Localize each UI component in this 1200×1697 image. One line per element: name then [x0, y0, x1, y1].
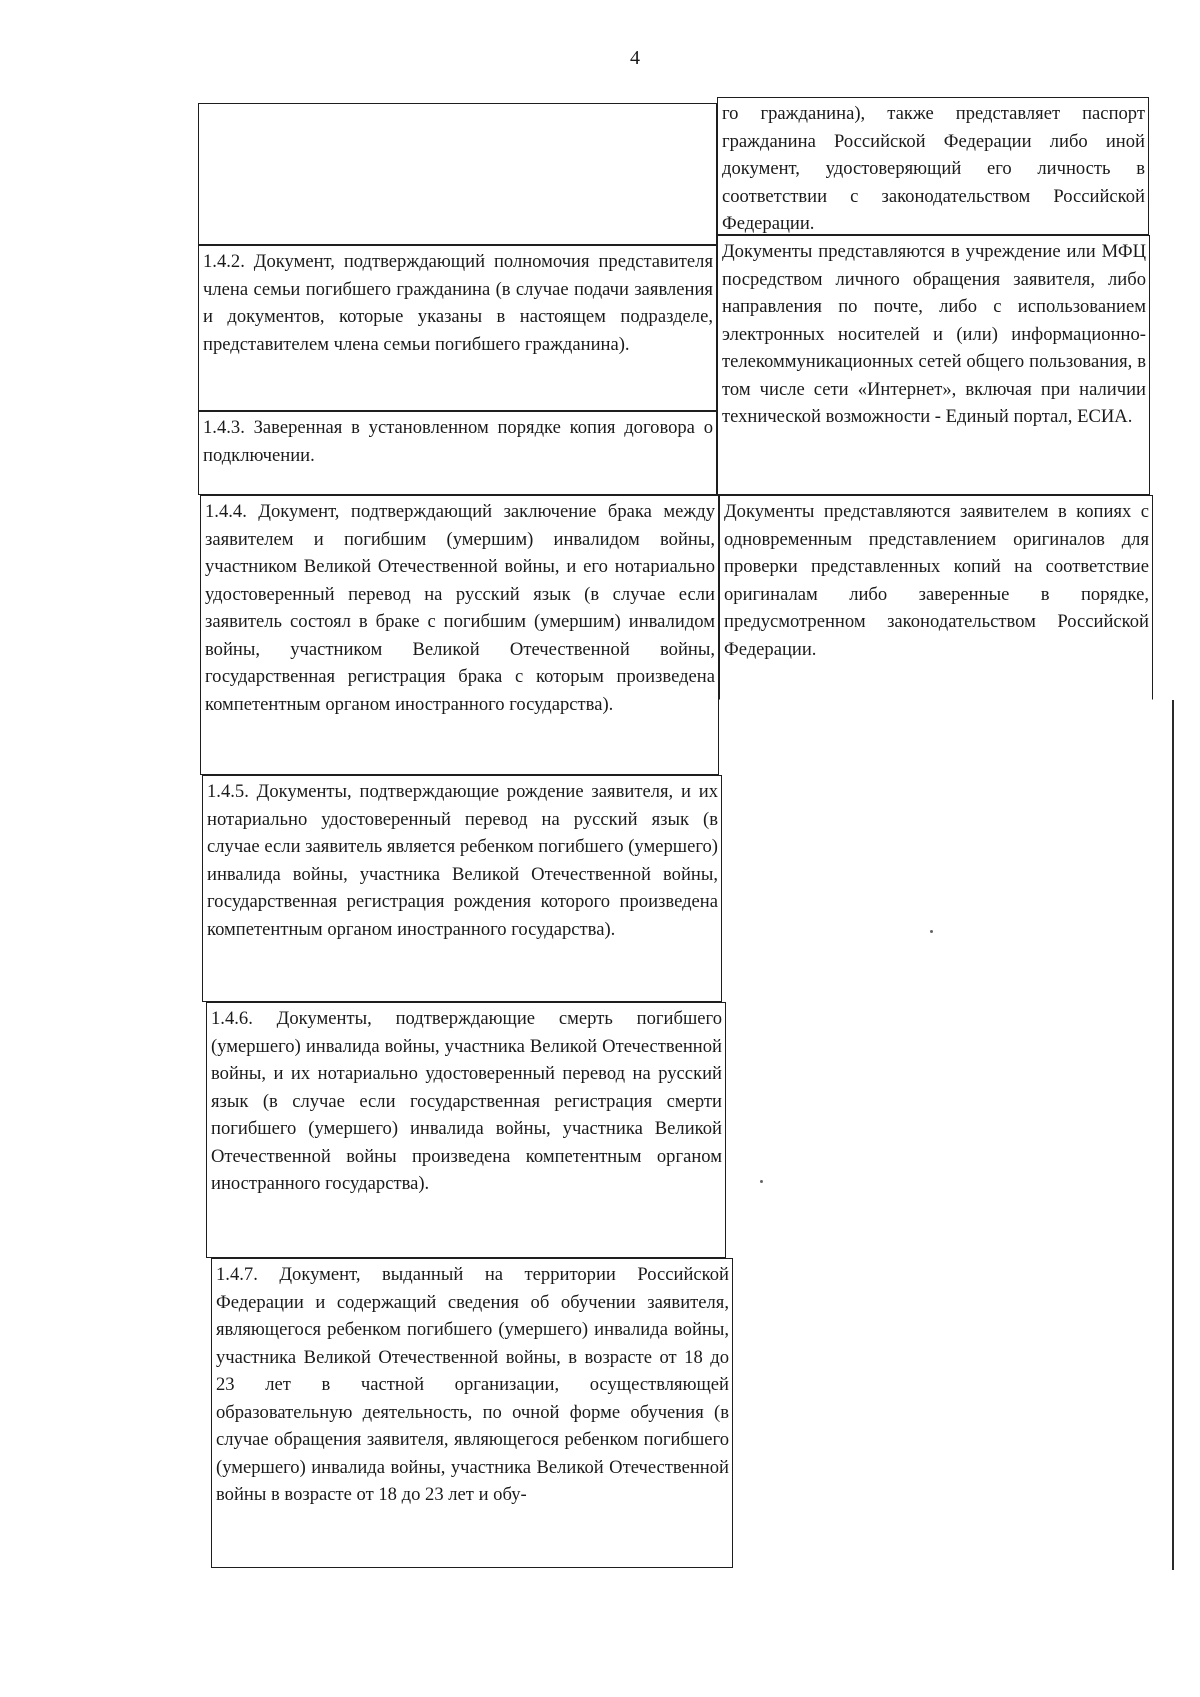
table-cell-1-4-2: [198, 245, 717, 411]
table-cell-1-4-5: [202, 775, 722, 1002]
cell-text: 1.4.2. Документ, подтверждающий полномочия представителя члена семьи погибшего гражданина (в случае подачи заявления и документов, которые указаны в настоящем подразделе, представителем члена семьи погибшего гражданина).: [203, 251, 713, 355]
cell-text: 1.4.6. Документы, подтверждающие смерть погибшего (умершего) инвалида войны, участника Великой Отечественной войны, и их нотариально удостоверенный перевод на русский язык (в случае если государственная регистрация смерти погибшего (умершего) инвалида войны, участника Великой Отечественной войны произведена компетентным органом иностранного государства).: [211, 1008, 722, 1194]
table-cell-1-4-4: [200, 495, 719, 775]
scan-speck: [760, 1180, 763, 1183]
cell-text: го гражданина), также представляет паспорт гражданина Российской Федерации либо иной документ, удостоверяющий его личность в соответствии с законодательством Российской Федерации.: [722, 103, 1145, 234]
cell-text: 1.4.5. Документы, подтверждающие рождение заявителя, и их нотариально удостоверенный перевод на русский язык (в случае если заявитель является ребенком погибшего (умершего) инвалида войны, участника Великой Отечественной войны, государственная регистрация рождения которого произведена компетентным органом иностранного государства).: [207, 781, 718, 940]
table-cell-1-4-3: [198, 411, 717, 495]
table-cell-1-4-7: [211, 1258, 733, 1568]
table-cell-right-copies: [719, 495, 1153, 700]
cell-text: Документы представляются в учреждение или МФЦ посредством личного обращения заявителя, либо направления по почте, либо с использованием электронных носителей и (или) информационно-телекоммуникационных сетей общего пользования, в том числе сети «Интернет», включая при наличии технической возможности - Единый портал, ЕСИА.: [722, 241, 1146, 427]
cell-text: 1.4.3. Заверенная в установленном порядке копия договора о подключении.: [203, 417, 713, 466]
table-cell-right-submission: [717, 235, 1150, 495]
cell-text: Документы представляются заявителем в копиях с одновременным представлением оригиналов для проверки представленных копий на соответствие оригиналам либо заверенные в порядке, предусмотренном законодательством Российской Федерации.: [724, 501, 1149, 660]
cell-text: 1.4.4. Документ, подтверждающий заключение брака между заявителем и погибшим (умершим) инвалидом войны, участником Великой Отечественной войны, и его нотариально удостоверенный перевод на русский язык (в случае если заявитель состоял в браке с погибшим (умершим) инвалидом войны, участником Великой Отечественной войны, государственная регистрация брака с которым произведена компетентным органом иностранного государства).: [205, 501, 715, 715]
table-cell-1-4-6: [206, 1002, 726, 1258]
scan-speck: [930, 930, 933, 933]
table-cell-blank: [198, 103, 717, 245]
cell-text: 1.4.7. Документ, выданный на территории Российской Федерации и содержащий сведения об обучении заявителя, являющегося ребенком погибшего (умершего) инвалида войны, участника Великой Отечественной войны, в возрасте от 18 до 23 лет в частной организации, осуществляющей образовательную деятельность, по очной форме обучения (в случае обращения заявителя, являющегося ребенком погибшего (умершего) инвалида войны, участника Великой Отечественной войны в возрасте от 18 до 23 лет и обу-: [216, 1264, 729, 1505]
page-number: 4: [630, 47, 640, 69]
table-cell-right-passport: [717, 97, 1149, 235]
right-border-line: [1172, 700, 1174, 1570]
